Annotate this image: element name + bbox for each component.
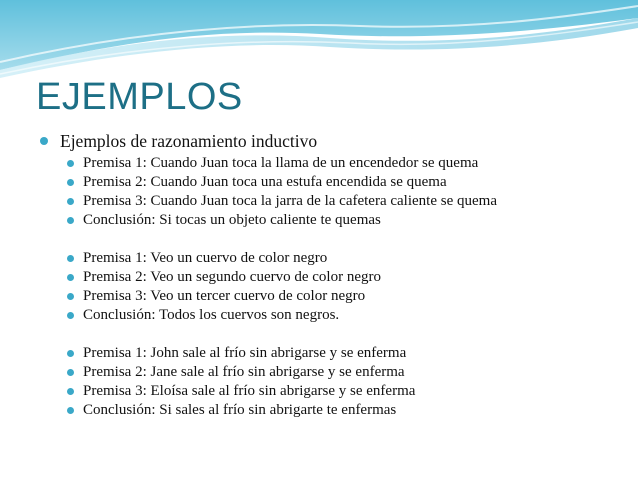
list-item-text: Premisa 3: Cuando Juan toca la jarra de la cafetera caliente se quema xyxy=(83,193,497,209)
bullet-icon xyxy=(67,407,74,414)
list-item xyxy=(38,363,628,382)
example-group-3 xyxy=(38,344,628,420)
list-item-text: Premisa 2: Cuando Juan toca una estufa encendida se quema xyxy=(83,174,447,190)
bullet-icon xyxy=(67,293,74,300)
list-item xyxy=(38,173,628,192)
slide-content xyxy=(38,131,628,420)
list-item xyxy=(38,287,628,306)
bullet-icon xyxy=(67,350,74,357)
list-item-text: Premisa 2: Jane sale al frío sin abrigarse y se enferma xyxy=(83,364,405,380)
main-bullet-text: Ejemplos de razonamiento inductivo xyxy=(60,131,318,151)
bullet-icon xyxy=(67,179,74,186)
list-item xyxy=(38,154,628,173)
list-item-text: Premisa 1: John sale al frío sin abrigarse y se enferma xyxy=(83,345,407,361)
list-item-text: Conclusión: Si sales al frío sin abrigarte te enfermas xyxy=(83,402,397,418)
bullet-icon xyxy=(67,160,74,167)
list-item xyxy=(38,249,628,268)
list-item-text: Conclusión: Todos los cuervos son negros. xyxy=(83,307,340,323)
bullet-icon xyxy=(67,255,74,262)
bullet-icon xyxy=(67,388,74,395)
bullet-icon xyxy=(67,198,74,205)
example-group-1 xyxy=(38,154,628,230)
list-item xyxy=(38,268,628,287)
example-group-2 xyxy=(38,249,628,325)
list-item xyxy=(38,382,628,401)
list-item xyxy=(38,211,628,230)
bullet-icon xyxy=(67,312,74,319)
bullet-icon xyxy=(67,274,74,281)
bullet-icon xyxy=(67,369,74,376)
slide-title: EJEMPLOS xyxy=(36,76,243,118)
list-item xyxy=(38,306,628,325)
list-item-text: Premisa 3: Veo un tercer cuervo de color negro xyxy=(83,288,366,304)
decorative-wave-header xyxy=(0,0,638,80)
bullet-icon xyxy=(40,137,48,145)
bullet-icon xyxy=(67,217,74,224)
list-item-text: Premisa 2: Veo un segundo cuervo de color negro xyxy=(83,269,381,285)
main-bullet xyxy=(38,131,628,152)
list-item xyxy=(38,344,628,363)
list-item xyxy=(38,192,628,211)
list-item-text: Premisa 3: Eloísa sale al frío sin abrigarse y se enferma xyxy=(83,383,416,399)
list-item xyxy=(38,401,628,420)
list-item-text: Premisa 1: Cuando Juan toca la llama de un encendedor se quema xyxy=(83,155,479,171)
list-item-text: Premisa 1: Veo un cuervo de color negro xyxy=(83,250,328,266)
list-item-text: Conclusión: Si tocas un objeto caliente te quemas xyxy=(83,212,381,228)
